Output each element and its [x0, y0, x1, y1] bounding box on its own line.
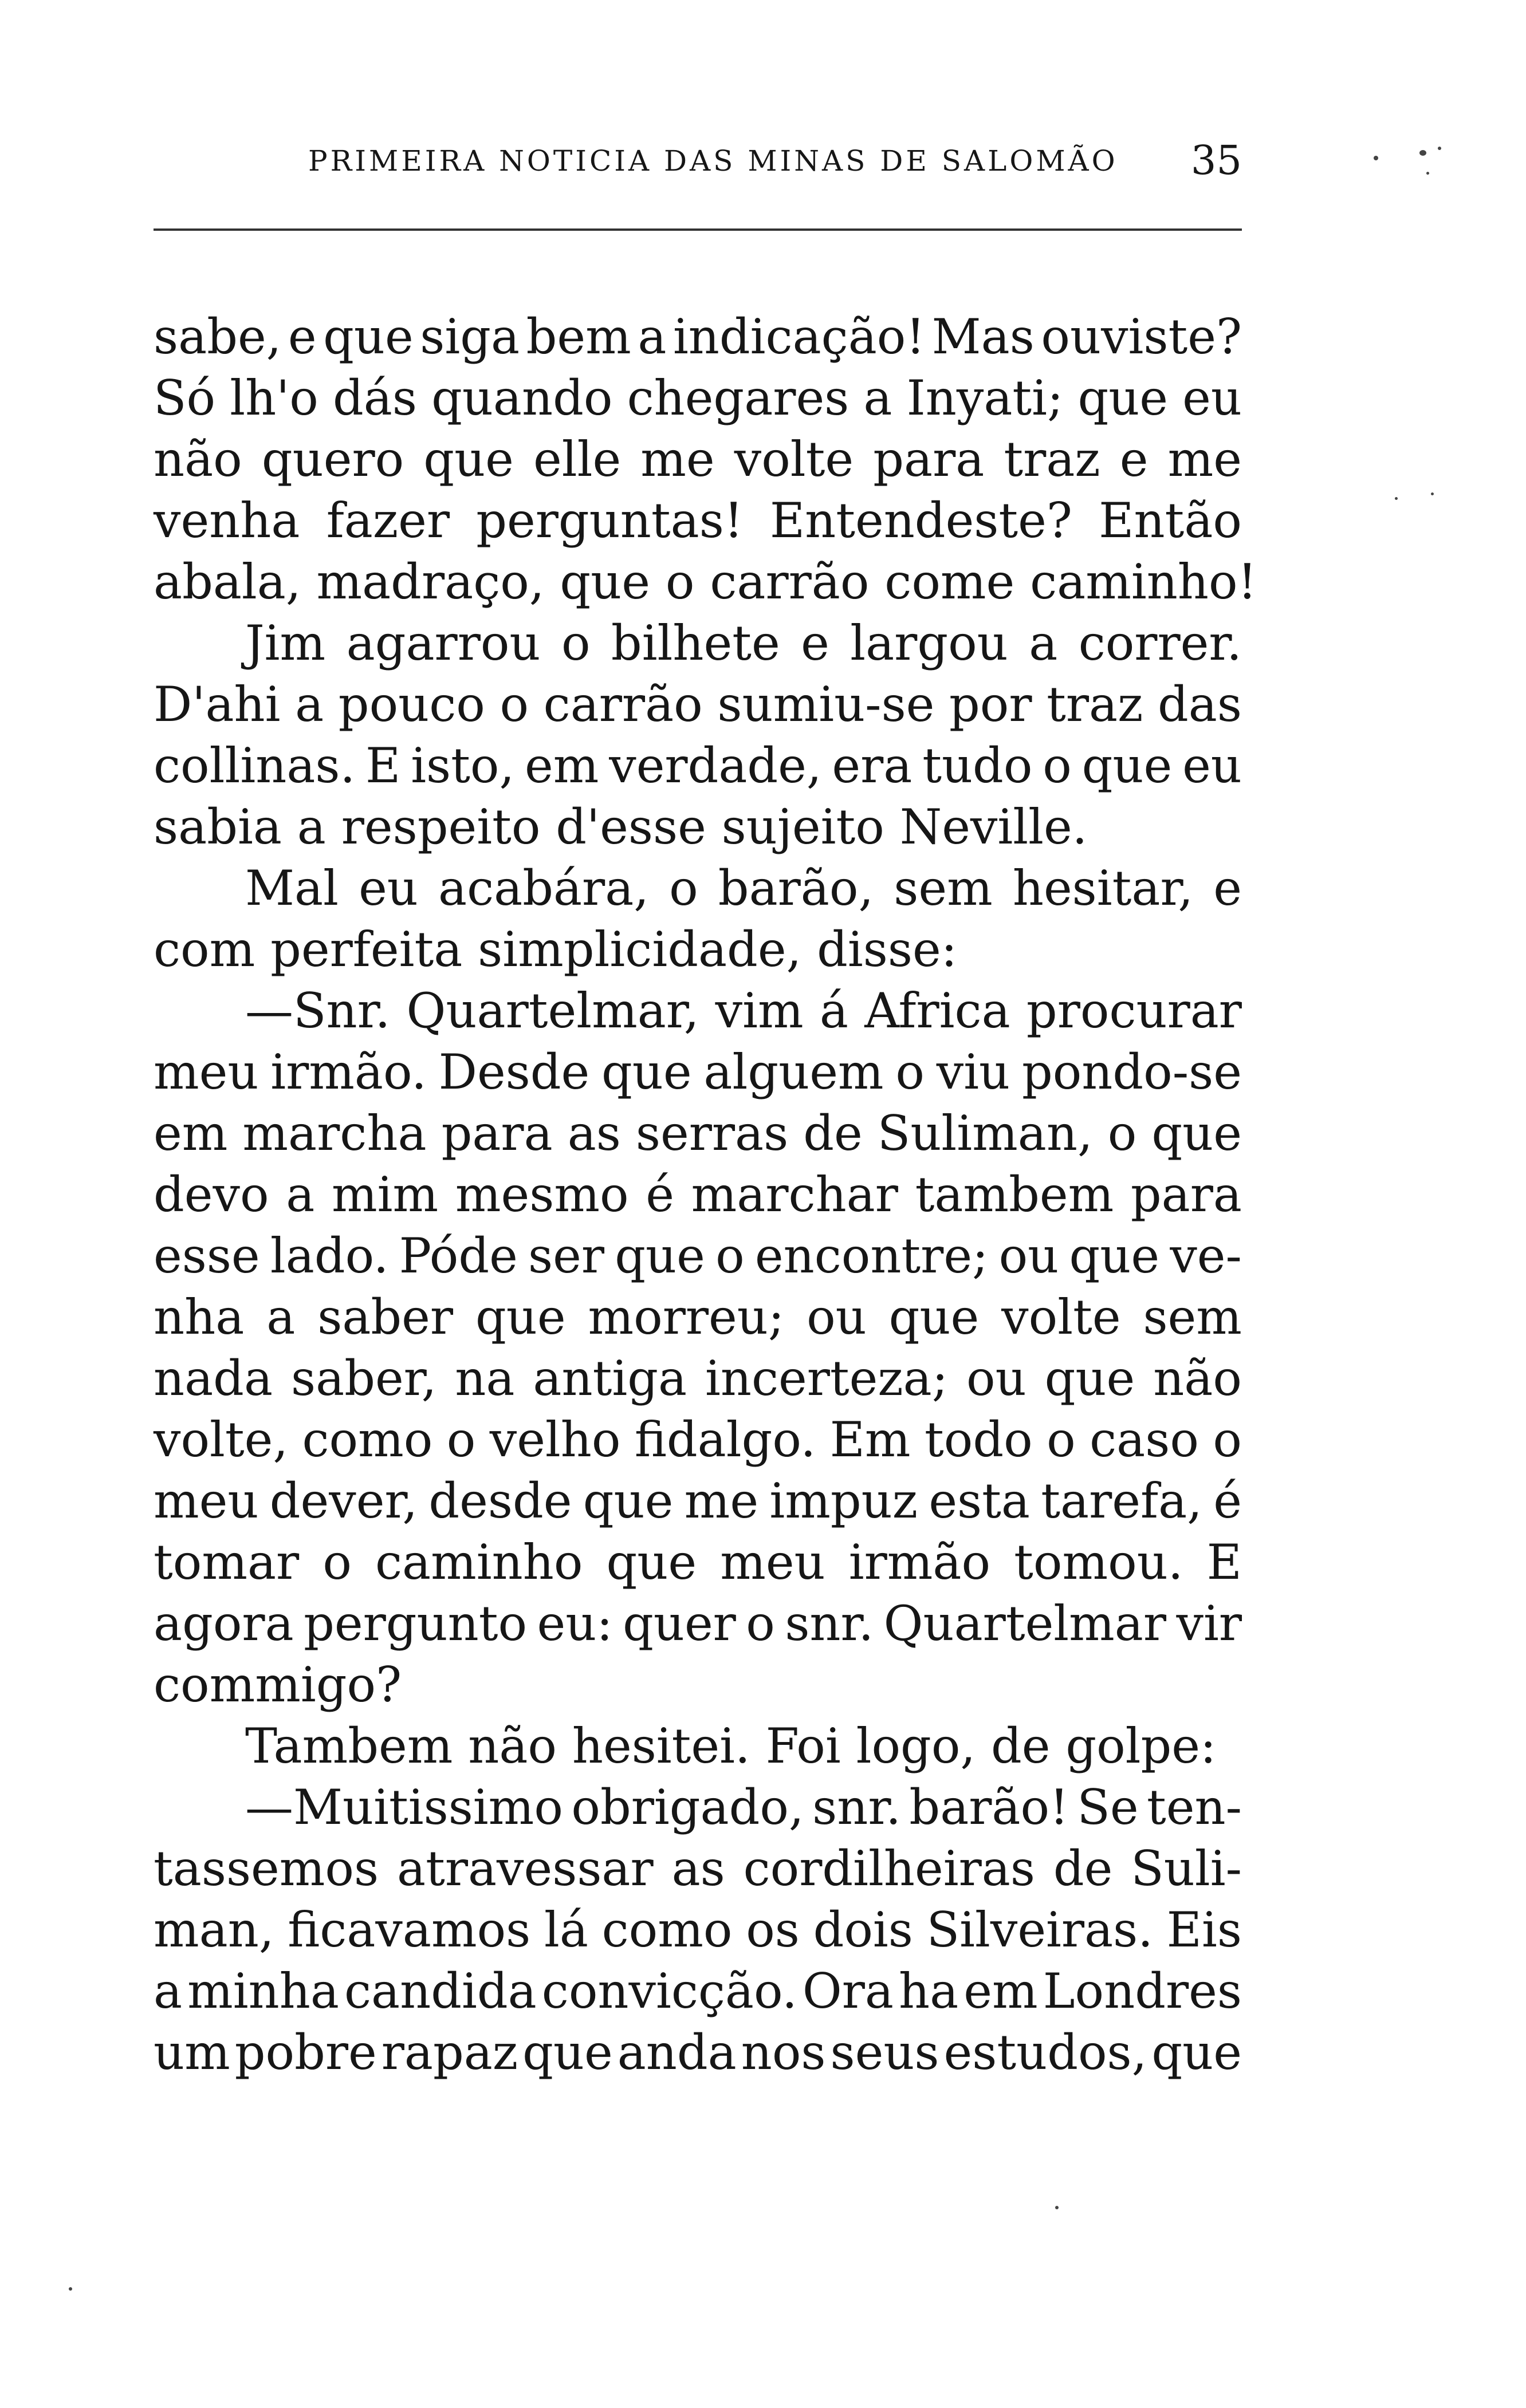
word: e — [801, 615, 829, 671]
word: barão, — [718, 860, 874, 916]
word: de — [1053, 1841, 1113, 1897]
word: commigo? — [154, 1657, 402, 1713]
word: pergunto — [304, 1595, 528, 1652]
word: acabára, — [438, 860, 649, 916]
text-line — [154, 1225, 1242, 1287]
word: ouviste? — [1041, 309, 1242, 365]
word: venha — [154, 492, 300, 549]
word: —Snr. — [245, 983, 391, 1039]
word: que — [888, 1289, 980, 1345]
word: tambem — [915, 1166, 1114, 1223]
word: Inyati; — [906, 370, 1064, 426]
word: a — [638, 309, 667, 365]
word: o — [746, 1595, 775, 1652]
word: traz — [1004, 431, 1100, 487]
word: come — [884, 554, 1015, 610]
word: ser — [528, 1228, 605, 1284]
word: irmão — [848, 1534, 991, 1590]
word: devo — [154, 1166, 269, 1223]
text-line — [154, 674, 1242, 735]
word: meu — [720, 1534, 825, 1590]
word: respeito — [341, 799, 541, 855]
word: sujeito — [721, 799, 884, 855]
body-text — [154, 306, 1257, 2083]
word: indicação! — [672, 309, 926, 365]
word: largou — [850, 615, 1008, 671]
word: lh'o — [230, 370, 318, 426]
word: alguem — [703, 1044, 884, 1100]
word: perfeita — [270, 921, 463, 978]
word: que — [323, 309, 414, 365]
word: para — [873, 431, 985, 487]
word: que — [601, 1044, 692, 1100]
word: seus — [830, 2024, 939, 2080]
word: caso — [1090, 1412, 1199, 1468]
word: carrão — [543, 676, 703, 732]
word: agarrou — [346, 615, 541, 671]
print-speck — [1395, 497, 1398, 500]
word: o — [500, 676, 529, 732]
word: o — [665, 554, 695, 610]
word: ten- — [1147, 1779, 1242, 1835]
word: sem — [894, 860, 993, 916]
word: que — [560, 554, 650, 610]
word: estudos, — [943, 2024, 1147, 2080]
word: vir — [1176, 1595, 1242, 1652]
word: a — [297, 799, 326, 855]
text-line — [154, 2022, 1242, 2083]
word: quero — [261, 431, 404, 487]
word: sem — [1143, 1289, 1242, 1345]
word: Eis — [1166, 1902, 1242, 1958]
word: caminho! — [1030, 554, 1257, 610]
word: quer — [623, 1595, 736, 1652]
word: madraço, — [316, 554, 545, 610]
word: o — [1047, 1412, 1076, 1468]
word: simplicidade, — [478, 921, 802, 978]
word: velho — [489, 1412, 621, 1468]
word: nada — [154, 1350, 273, 1406]
word: o — [715, 1228, 745, 1284]
page-header — [154, 137, 1242, 189]
word: que — [1077, 370, 1169, 426]
text-line — [154, 1103, 1242, 1164]
word: verdade, — [609, 738, 822, 794]
word: sumiu-se — [717, 676, 935, 732]
word: que — [606, 1534, 697, 1590]
word: Desde — [438, 1044, 590, 1100]
word: para — [441, 1105, 553, 1161]
word: correr. — [1078, 615, 1242, 671]
word: Quartelmar — [883, 1595, 1167, 1652]
word: ficavamos — [288, 1902, 531, 1958]
word: volte — [734, 431, 854, 487]
word: vim — [715, 983, 804, 1039]
word: Londres — [1043, 1963, 1242, 2019]
text-line — [154, 1654, 1242, 1716]
word: viu — [936, 1044, 1010, 1100]
word: meu — [154, 1044, 259, 1100]
word: em — [154, 1105, 228, 1161]
word: volte — [1001, 1289, 1121, 1345]
text-line — [154, 306, 1242, 368]
word: mim — [331, 1166, 439, 1223]
word: quando — [431, 370, 613, 426]
word: procurar — [1026, 983, 1242, 1039]
word: não — [1153, 1350, 1242, 1406]
word: rapaz — [381, 2024, 518, 2080]
word: o — [561, 615, 591, 671]
print-speck — [1431, 492, 1434, 495]
word: obrigado, — [571, 1779, 804, 1835]
text-line — [154, 429, 1242, 490]
word: eu: — [537, 1595, 613, 1652]
text-line — [154, 1899, 1242, 1961]
word: ve- — [1170, 1228, 1242, 1284]
word: hesitei. — [572, 1718, 750, 1774]
word: um — [154, 2024, 230, 2080]
word: Tambem — [245, 1718, 453, 1774]
word: as — [567, 1105, 621, 1161]
header-rule — [154, 228, 1242, 231]
word: golpe: — [1065, 1718, 1217, 1774]
word: logo, — [856, 1718, 976, 1774]
word: tomar — [154, 1534, 300, 1590]
word: ou — [998, 1228, 1059, 1284]
word: volte, — [154, 1412, 289, 1468]
text-line — [154, 1716, 1242, 1777]
word: perguntas! — [476, 492, 744, 549]
word: para — [1130, 1166, 1242, 1223]
word: das — [1157, 676, 1242, 732]
word: é — [646, 1166, 674, 1223]
word: me — [1167, 431, 1242, 487]
word: não — [468, 1718, 557, 1774]
print-speck — [1055, 2206, 1059, 2209]
word: que — [475, 1289, 566, 1345]
word: atravessar — [396, 1841, 654, 1897]
word: tarefa, — [1041, 1473, 1202, 1529]
word: Suli- — [1131, 1841, 1242, 1897]
word: desde — [428, 1473, 572, 1529]
word: irmão. — [270, 1044, 427, 1100]
word: o — [1213, 1412, 1242, 1468]
word: era — [832, 738, 913, 794]
word: chegares — [627, 370, 849, 426]
word: cordilheiras — [743, 1841, 1035, 1897]
word: incerteza; — [705, 1350, 949, 1406]
word: o — [446, 1412, 476, 1468]
word: D'ahi — [154, 676, 281, 732]
word: Ora — [802, 1963, 894, 2019]
word: e — [1119, 431, 1149, 487]
text-line — [154, 551, 1257, 613]
word: serras — [635, 1105, 789, 1161]
word: em — [963, 1963, 1038, 2019]
word: o — [322, 1534, 352, 1590]
word: fidalgo. — [634, 1412, 816, 1468]
word: anda — [617, 2024, 737, 2080]
word: que — [1151, 1105, 1242, 1161]
word: me — [684, 1473, 759, 1529]
word: Entendeste? — [769, 492, 1072, 549]
word: saber, — [291, 1350, 437, 1406]
word: Neville. — [899, 799, 1088, 855]
word: abala, — [154, 554, 301, 610]
print-speck — [1438, 147, 1441, 150]
word: que — [1151, 2024, 1242, 2080]
word: é — [1213, 1473, 1242, 1529]
text-line — [154, 1409, 1242, 1471]
word: snr. — [812, 1779, 901, 1835]
word: morreu; — [588, 1289, 785, 1345]
word: Mas — [931, 309, 1035, 365]
word: pouco — [338, 676, 485, 732]
word: de — [803, 1105, 863, 1161]
word: na — [455, 1350, 515, 1406]
word: que — [522, 2024, 613, 2080]
word: traz — [1047, 676, 1143, 732]
word: a — [1029, 615, 1058, 671]
word: collinas. — [154, 738, 356, 794]
word: eu — [1182, 738, 1242, 794]
word: esse — [154, 1228, 260, 1284]
text-line — [154, 919, 1242, 980]
print-speck — [1374, 156, 1378, 160]
word: em — [525, 738, 599, 794]
word: Então — [1099, 492, 1242, 549]
word: que — [423, 431, 514, 487]
word: que — [1069, 1228, 1160, 1284]
word: que — [1081, 738, 1173, 794]
word: mesmo — [455, 1166, 629, 1223]
text-line — [154, 613, 1242, 674]
word: Africa — [864, 983, 1010, 1039]
text-line — [154, 1348, 1242, 1409]
text-line — [154, 1777, 1242, 1838]
word: a — [286, 1166, 315, 1223]
text-line — [154, 1961, 1242, 2022]
word: Jim — [245, 615, 326, 671]
word: tassemos — [154, 1841, 379, 1897]
word: que — [615, 1228, 705, 1284]
word: meu — [154, 1473, 259, 1529]
running-title: PRIMEIRA NOTICIA DAS MINAS DE SALOMÃO — [308, 144, 1118, 178]
word: Só — [154, 370, 216, 426]
text-line — [154, 1287, 1242, 1348]
word: por — [949, 676, 1032, 732]
word: como — [601, 1902, 733, 1958]
word: elle — [533, 431, 622, 487]
word: o — [1107, 1105, 1137, 1161]
print-speck — [1419, 150, 1426, 156]
word: me — [640, 431, 715, 487]
text-line — [154, 1042, 1242, 1103]
word: tudo — [922, 738, 1033, 794]
word: a — [863, 370, 892, 426]
word: pondo-se — [1021, 1044, 1242, 1100]
word: de — [990, 1718, 1051, 1774]
text-line — [154, 735, 1242, 797]
word: dois — [813, 1902, 913, 1958]
word: Quartelmar, — [406, 983, 699, 1039]
word: Silveiras. — [926, 1902, 1153, 1958]
page-number: 35 — [1190, 137, 1242, 184]
word: hesitar, — [1012, 860, 1194, 916]
word: Em — [829, 1412, 911, 1468]
text-line — [154, 368, 1242, 429]
word: snr. — [785, 1595, 874, 1652]
word: impuz — [769, 1473, 918, 1529]
word: minha — [187, 1963, 339, 2019]
text-line — [154, 1164, 1242, 1225]
word: o — [669, 860, 698, 916]
word: saber — [317, 1289, 454, 1345]
word: o — [895, 1044, 925, 1100]
word: bem — [526, 309, 631, 365]
word: eu — [1182, 370, 1242, 426]
word: as — [671, 1841, 725, 1897]
word: sabe, — [154, 309, 282, 365]
word: nha — [154, 1289, 245, 1345]
text-line — [154, 490, 1242, 551]
word: dever, — [269, 1473, 418, 1529]
print-speck — [69, 2287, 72, 2291]
word: carrão — [710, 554, 870, 610]
text-line — [154, 797, 1242, 858]
word: dás — [332, 370, 417, 426]
word: barão! — [909, 1779, 1069, 1835]
word: pobre — [234, 2024, 377, 2080]
word: e — [1213, 860, 1242, 916]
word: caminho — [375, 1534, 583, 1590]
word: não — [154, 431, 242, 487]
word: ha — [899, 1963, 959, 2019]
word: Se — [1077, 1779, 1139, 1835]
word: sabia — [154, 799, 282, 855]
word: —Muitissimo — [245, 1779, 563, 1835]
word: á — [819, 983, 848, 1039]
word: a — [154, 1963, 183, 2019]
word: siga — [420, 309, 520, 365]
word: a — [266, 1289, 296, 1345]
word: com — [154, 921, 255, 978]
word: marcha — [242, 1105, 427, 1161]
text-line — [154, 1532, 1242, 1593]
text-line — [154, 980, 1242, 1042]
text-line — [154, 858, 1242, 919]
word: isto, — [411, 738, 515, 794]
word: Póde — [399, 1228, 518, 1284]
word: eu — [359, 860, 418, 916]
text-line — [154, 1471, 1242, 1532]
word: encontre; — [754, 1228, 989, 1284]
word: tomou. — [1014, 1534, 1183, 1590]
word: d'esse — [556, 799, 706, 855]
word: que — [583, 1473, 674, 1529]
word: E — [1206, 1534, 1242, 1590]
word: candida — [344, 1963, 537, 2019]
print-speck — [1426, 172, 1429, 175]
text-line — [154, 1838, 1242, 1899]
word: a — [295, 676, 324, 732]
word: Suliman, — [877, 1105, 1093, 1161]
word: Mal — [245, 860, 339, 916]
word: disse: — [817, 921, 957, 978]
word: lá — [544, 1902, 588, 1958]
word: esta — [929, 1473, 1030, 1529]
text-line — [154, 1593, 1242, 1654]
word: E — [365, 738, 401, 794]
word: agora — [154, 1595, 294, 1652]
word: man, — [154, 1902, 274, 1958]
word: lado. — [270, 1228, 389, 1284]
word: convicção. — [541, 1963, 797, 2019]
word: marchar — [691, 1166, 898, 1223]
word: e — [288, 309, 317, 365]
word: os — [746, 1902, 800, 1958]
word: Foi — [765, 1718, 841, 1774]
word: fazer — [326, 492, 450, 549]
word: ou — [966, 1350, 1026, 1406]
word: bilhete — [611, 615, 780, 671]
word: todo — [925, 1412, 1033, 1468]
word: nos — [741, 2024, 826, 2080]
word: antiga — [533, 1350, 687, 1406]
word: como — [302, 1412, 433, 1468]
word: ou — [807, 1289, 867, 1345]
word: o — [1043, 738, 1072, 794]
word: que — [1044, 1350, 1135, 1406]
